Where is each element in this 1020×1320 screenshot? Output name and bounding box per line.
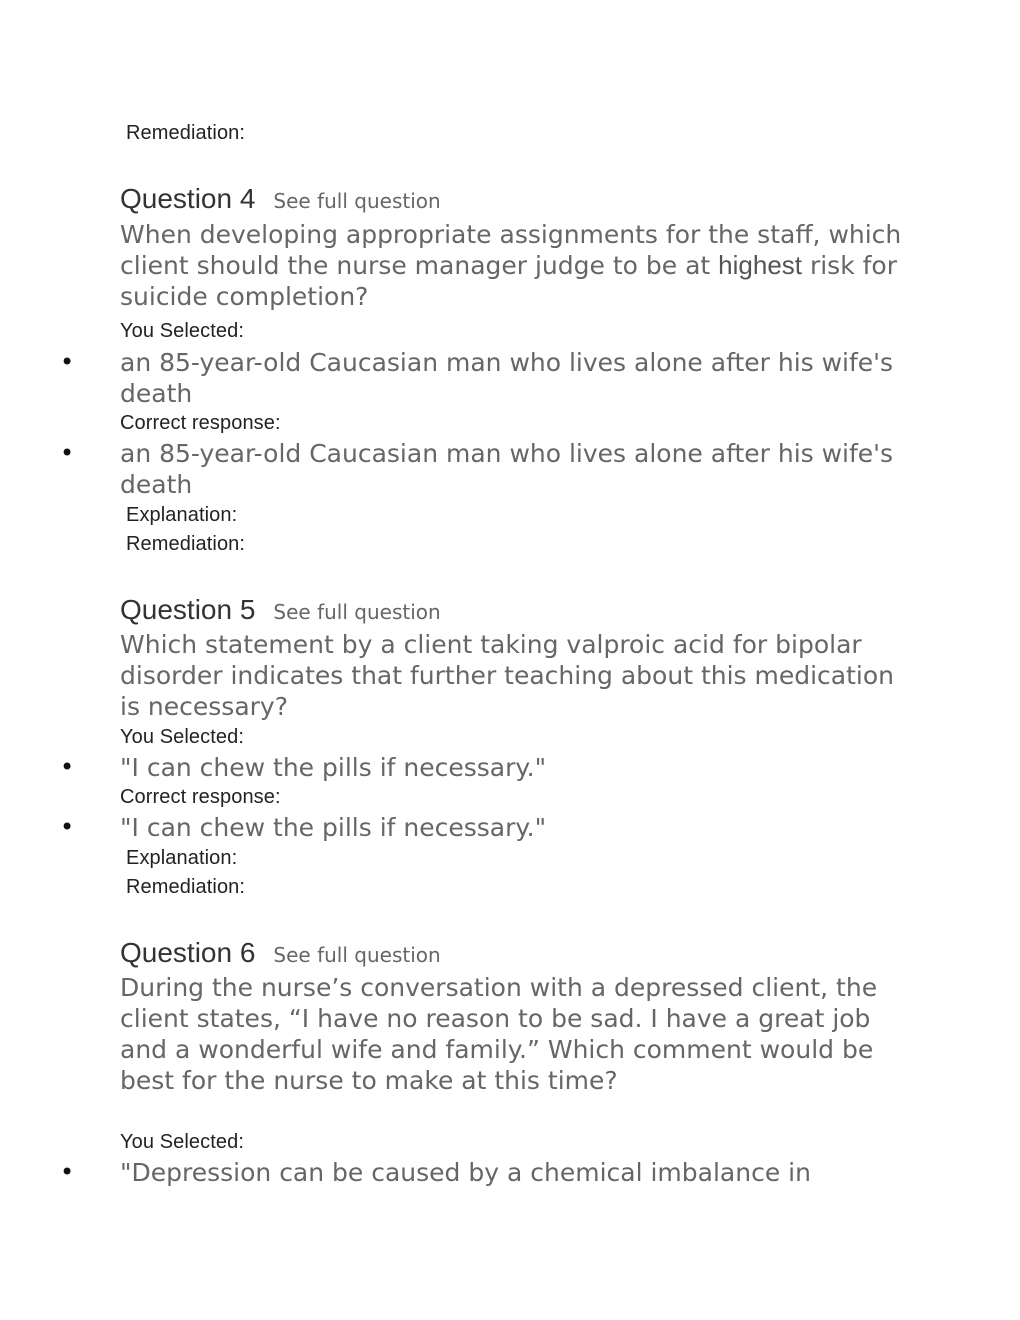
question-text-part: risk for suicide completion? [120, 251, 898, 311]
you-selected-label: You Selected: [120, 726, 244, 748]
question-title: Question 4 [120, 183, 256, 214]
selected-answer: an 85-year-old Caucasian man who lives alone after his wife's death [120, 348, 894, 408]
selected-answer: "I can chew the pills if necessary." [120, 753, 547, 782]
see-full-question-link[interactable]: See full question [273, 943, 441, 967]
question-6-text: During the nurse’s conversation with a depressed client, the client states, “I have no reason to be sad. I have a great job and a wonderful wife and family.” Which comment would be best for the nurse to make at this time? [120, 973, 878, 1095]
question-4-text [120, 219, 910, 312]
bullet-icon: • [60, 439, 75, 467]
remediation-label: Remediation: [126, 876, 246, 898]
remediation-label: Remediation: [126, 122, 246, 144]
correct-answer: an 85-year-old Caucasian man who lives alone after his wife's death [120, 439, 894, 499]
you-selected-label: You Selected: [120, 1131, 244, 1153]
correct-response-label: Correct response: [120, 786, 281, 808]
bullet-icon: • [60, 1158, 75, 1186]
question-4-header [120, 183, 441, 215]
you-selected-label: You Selected: [120, 320, 244, 342]
correct-response-label: Correct response: [120, 412, 281, 434]
see-full-question-link[interactable]: See full question [273, 189, 441, 213]
remediation-label: Remediation: [126, 533, 246, 555]
see-full-question-link[interactable]: See full question [273, 600, 441, 624]
bullet-icon: • [60, 348, 75, 376]
explanation-label: Explanation: [126, 504, 238, 526]
explanation-label: Explanation: [126, 847, 238, 869]
question-5-text: Which statement by a client taking valproic acid for bipolar disorder indicates that further teaching about this medication is necessary? [120, 630, 895, 721]
question-title: Question 5 [120, 594, 256, 625]
bullet-icon: • [60, 753, 75, 781]
bullet-icon: • [60, 813, 75, 841]
question-text-part: When developing appropriate assignments for the staff, which client should the nurse manager judge to be at [120, 220, 902, 280]
selected-answer: "Depression can be caused by a chemical imbalance in [120, 1158, 811, 1187]
question-6-header [120, 937, 441, 969]
question-title: Question 6 [120, 937, 256, 968]
correct-answer: "I can chew the pills if necessary." [120, 813, 547, 842]
question-5-header [120, 594, 441, 626]
question-text-emphasis: highest [718, 250, 803, 280]
